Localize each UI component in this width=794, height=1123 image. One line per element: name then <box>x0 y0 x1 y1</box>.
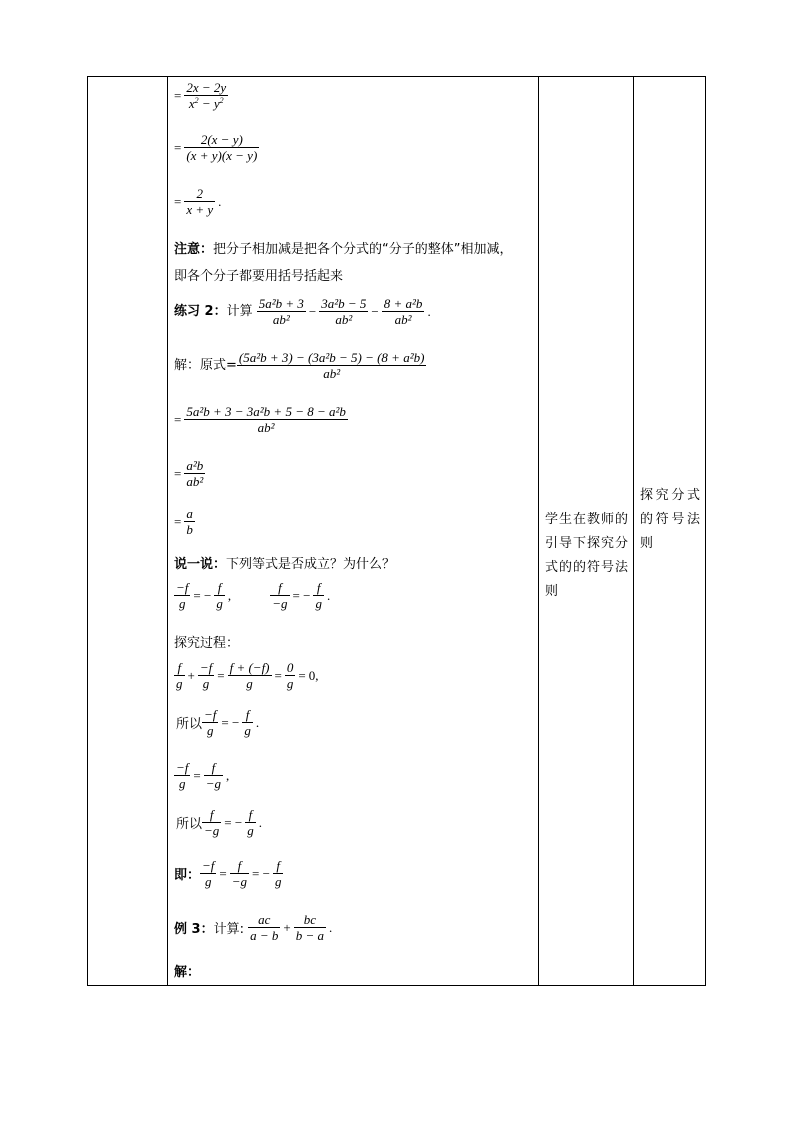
practice-2: 练习 2：计算 $\frac{\text{5a²b + 3}}{\text{ab²}}$ − $\frac{\text{3a²b − 5}}{\text{ab²}}$ − $\frac{\text{8 + a²b}}{\text{ab²}}$ . <box>174 296 431 327</box>
practice-solution <box>174 350 426 381</box>
note-text-2: 即各个分子都要用括号括起来 <box>174 269 344 284</box>
fraction: $\frac{\text{(5a²b + 3) − (3a²b − 5) − (8 + a²b)}}{\text{ab²}}$ <box>238 350 425 381</box>
example-3: 例 3：计算: $\frac{ac}{a - b}$ + $\frac{bc}{b - a}$ . <box>174 912 333 943</box>
column-divider-1 <box>167 76 168 986</box>
talk-label: 说一说： <box>174 557 227 572</box>
numerator: 2 <box>184 186 215 202</box>
denominator: (x + y)(x − y) <box>186 148 258 163</box>
note-line-1 <box>174 238 513 257</box>
step-1: = $\frac{2x - 2y}{x^2 - y^2}$ <box>174 80 227 111</box>
column-divider-2 <box>538 76 539 986</box>
practice-step-2: = $\frac{\text{5a²b + 3 − 3a²b + 5 − 8 − a²b}}{\text{ab²}}$ <box>174 404 346 435</box>
explore-identity-2: $\frac{-f}{g}$ = $\frac{f}{-g}$ , <box>176 760 230 791</box>
practice-step-3: = $\frac{\text{a²b}}{\text{ab²}}$ <box>174 458 204 489</box>
note-label: 注意： <box>174 242 214 257</box>
explore-title-text: 探究过程： <box>174 636 240 651</box>
student-activity: 学生在教师的引导下探究分式的的符号法则 <box>545 512 628 599</box>
explore-so-1: 所以 $\frac{-f}{g}$ = − $\frac{f}{g}$ . <box>176 707 260 738</box>
fraction <box>184 132 259 163</box>
fraction: $\frac{\text{8 + a²b}}{\text{ab²}}$ <box>383 296 423 327</box>
practice-verb: 计算 <box>226 304 253 319</box>
fraction: $\frac{\text{a²b}}{\text{ab²}}$ <box>186 458 204 489</box>
practice-step-4: = $\frac{a}{b}$ <box>174 506 193 537</box>
denominator: x + y <box>186 202 214 217</box>
numerator: 2(x − y) <box>184 132 259 148</box>
step-2: = $\frac{2(x - y)}{(x + y)(x - y)}$ <box>174 132 258 163</box>
fraction: $\frac{\text{5a²b + 3 − 3a²b + 5 − 8 − a²b}}{\text{ab²}}$ <box>186 404 346 435</box>
explore-title <box>174 632 239 651</box>
fraction: $\frac{\text{3a²b − 5}}{\text{ab²}}$ <box>321 296 367 327</box>
identities: $\frac{-f}{g}$ = − $\frac{f}{g}$ , $\frac{f}{-g}$ = − $\frac{f}{g}$ . <box>176 580 331 611</box>
example-verb: 计算: <box>213 922 244 937</box>
fraction <box>184 80 228 111</box>
design-intent: 探究分式的符号法则 <box>640 488 700 551</box>
talk-line <box>174 553 395 572</box>
note-line-2 <box>174 265 343 284</box>
fraction: $\frac{\text{5a²b + 3}}{\text{ab²}}$ <box>258 296 304 327</box>
solution-label: 解：原式= <box>174 358 237 373</box>
example-solution-label: 解： <box>174 965 201 980</box>
example-label: 例 3： <box>174 922 214 937</box>
numerator: 2x − 2y <box>186 80 227 95</box>
column-divider-3 <box>633 76 634 986</box>
denominator: $x^2 - y^2$ <box>188 96 224 111</box>
explore-sum: $\frac{f}{g}$ + $\frac{-f}{g}$ = $\frac{f + (-f)}{g}$ = $\frac{0}{g}$ = 0, <box>176 660 319 691</box>
note-text: 把分子相加减是把各个分式的“分子的整体”相加减， <box>213 242 513 257</box>
talk-question: 下列等式是否成立？为什么？ <box>226 557 396 572</box>
practice-label: 练习 2： <box>174 304 227 319</box>
explore-conclusion: 即： $\frac{-f}{g}$ = $\frac{f}{-g}$ = − $\frac{f}{g}$ <box>174 858 282 889</box>
fraction <box>184 186 215 217</box>
explore-so-2: 所以 $\frac{f}{-g}$ = − $\frac{f}{g}$ . <box>176 807 262 838</box>
step-3: = $\frac{2}{x + y}$ . <box>174 186 222 217</box>
fraction: $\frac{a}{b}$ <box>186 506 193 537</box>
